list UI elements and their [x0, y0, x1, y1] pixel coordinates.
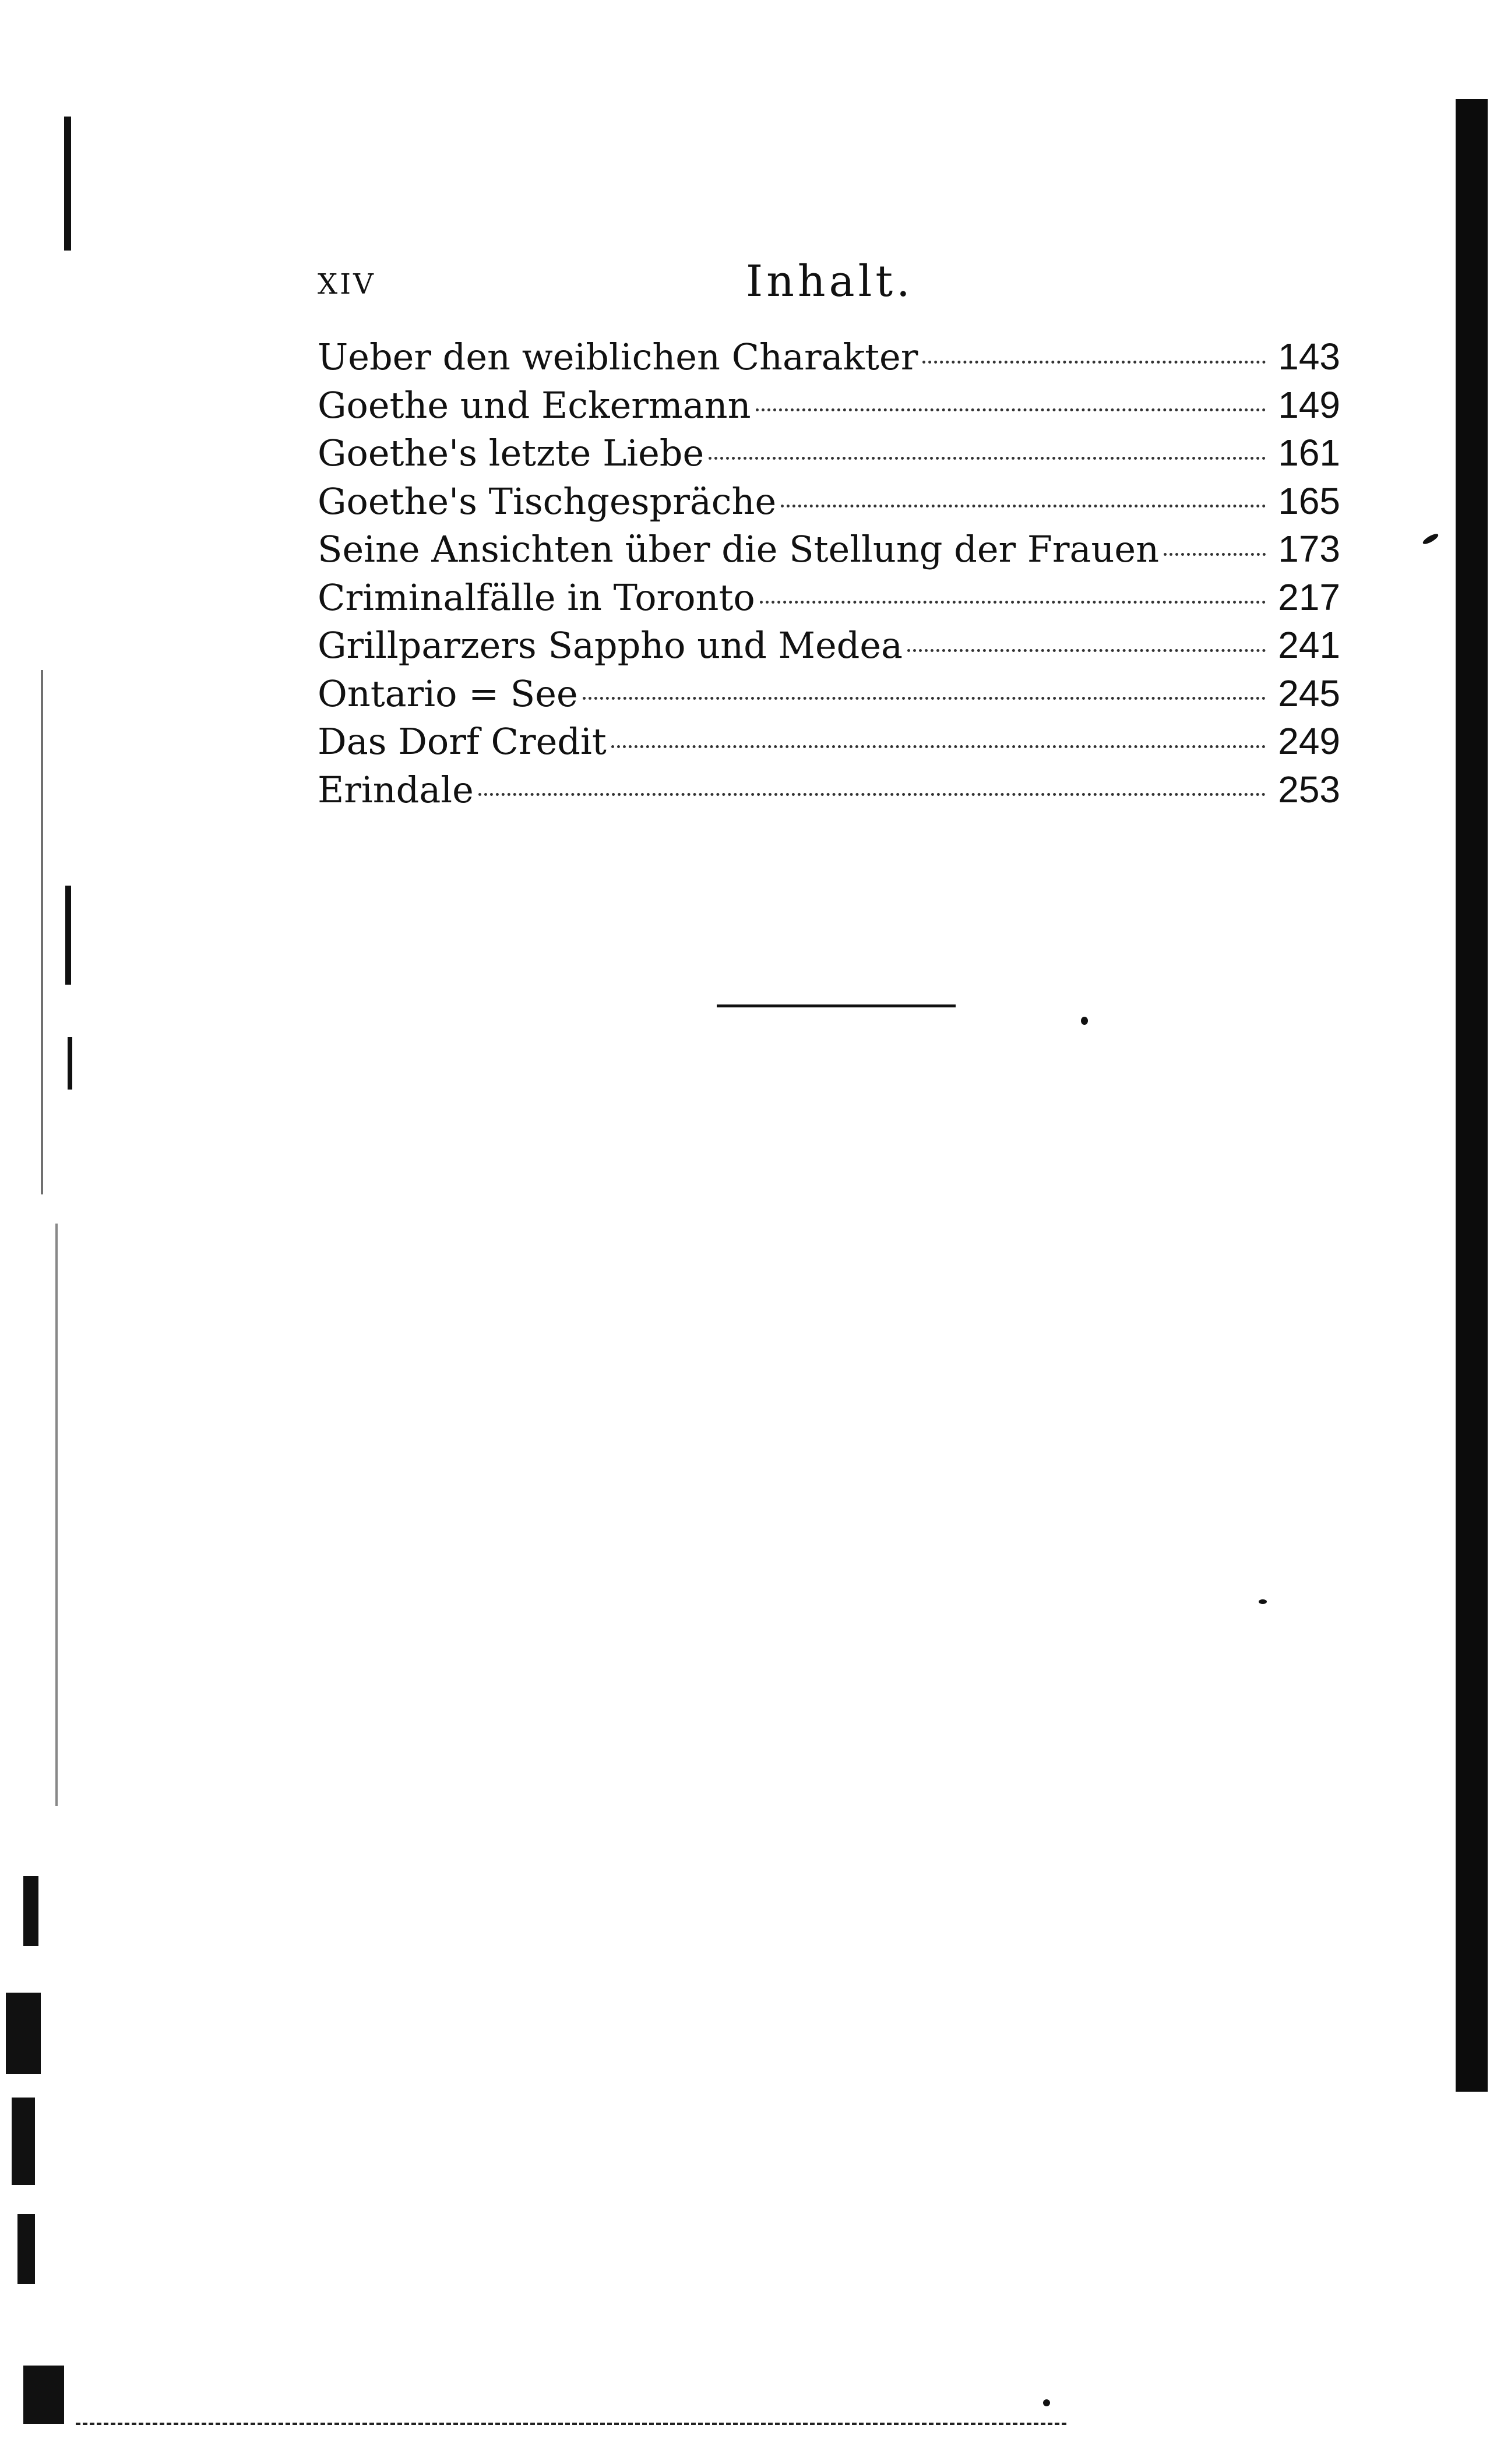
toc-entry-title: Goethe und Eckermann	[318, 383, 751, 426]
binding-line	[55, 1224, 58, 1806]
toc-entry-title: Das Dorf Credit	[318, 720, 607, 763]
toc-entry-page: 143	[1278, 336, 1340, 378]
toc-entry-page: 249	[1278, 720, 1340, 762]
right-edge-shadow	[1456, 99, 1488, 2092]
toc-entry	[318, 335, 1340, 383]
toc-entry	[318, 720, 1340, 768]
dot-leader	[478, 793, 1266, 796]
dot-leader	[781, 505, 1266, 507]
toc-entry	[318, 527, 1340, 576]
toc-entry-title: Grillparzers Sappho und Medea	[318, 624, 903, 667]
toc-entry-page: 173	[1278, 528, 1340, 570]
toc-entry-title: Criminalfälle in Toronto	[318, 576, 755, 619]
page-title: Inhalt.	[746, 256, 914, 306]
binding-line	[41, 670, 43, 1194]
toc-entry	[318, 431, 1340, 480]
table-of-contents	[318, 335, 1340, 816]
toc-entry-title: Ueber den weiblichen Charakter	[318, 336, 918, 378]
binding-mark	[23, 2366, 64, 2424]
ink-speck	[1081, 1017, 1088, 1025]
toc-entry-title: Erindale	[318, 768, 474, 811]
dot-leader	[709, 457, 1266, 460]
toc-entry-title: Seine Ansichten über die Stellung der Frauen	[318, 528, 1160, 570]
ink-speck	[1422, 532, 1440, 546]
binding-mark	[6, 1993, 41, 2074]
toc-entry-page: 253	[1278, 768, 1340, 810]
dot-leader	[922, 361, 1266, 364]
binding-mark	[68, 1037, 72, 1090]
toc-entry	[318, 768, 1340, 816]
binding-mark	[64, 117, 71, 251]
dot-leader	[756, 408, 1266, 411]
binding-mark	[17, 2214, 35, 2284]
bottom-edge-dashes	[76, 2423, 1066, 2425]
ink-speck	[1043, 2399, 1050, 2406]
toc-entry	[318, 623, 1340, 672]
binding-mark	[65, 886, 71, 985]
toc-entry	[318, 480, 1340, 528]
toc-entry-page: 241	[1278, 624, 1340, 666]
binding-mark	[23, 1876, 38, 1946]
dot-leader	[583, 697, 1266, 700]
toc-entry	[318, 576, 1340, 624]
dot-leader	[611, 745, 1266, 748]
toc-entry-title: Goethe's Tischgespräche	[318, 480, 777, 523]
page-number: XIV	[318, 268, 376, 301]
toc-entry-page: 161	[1278, 432, 1340, 474]
toc-entry-page: 149	[1278, 383, 1340, 426]
toc-entry-page: 245	[1278, 672, 1340, 714]
dot-leader	[1164, 553, 1266, 556]
toc-entry	[318, 672, 1340, 720]
toc-entry-title: Ontario = See	[318, 672, 578, 715]
ink-speck	[1259, 1599, 1267, 1604]
toc-entry-page: 217	[1278, 576, 1340, 618]
page-header	[318, 256, 1378, 309]
section-divider-rule	[717, 1004, 956, 1007]
dot-leader	[907, 649, 1266, 652]
binding-edge	[0, 0, 87, 2464]
dot-leader	[760, 601, 1266, 604]
binding-mark	[12, 2098, 35, 2185]
toc-entry-page: 165	[1278, 480, 1340, 522]
toc-entry-title: Goethe's letzte Liebe	[318, 432, 705, 474]
toc-entry	[318, 383, 1340, 432]
